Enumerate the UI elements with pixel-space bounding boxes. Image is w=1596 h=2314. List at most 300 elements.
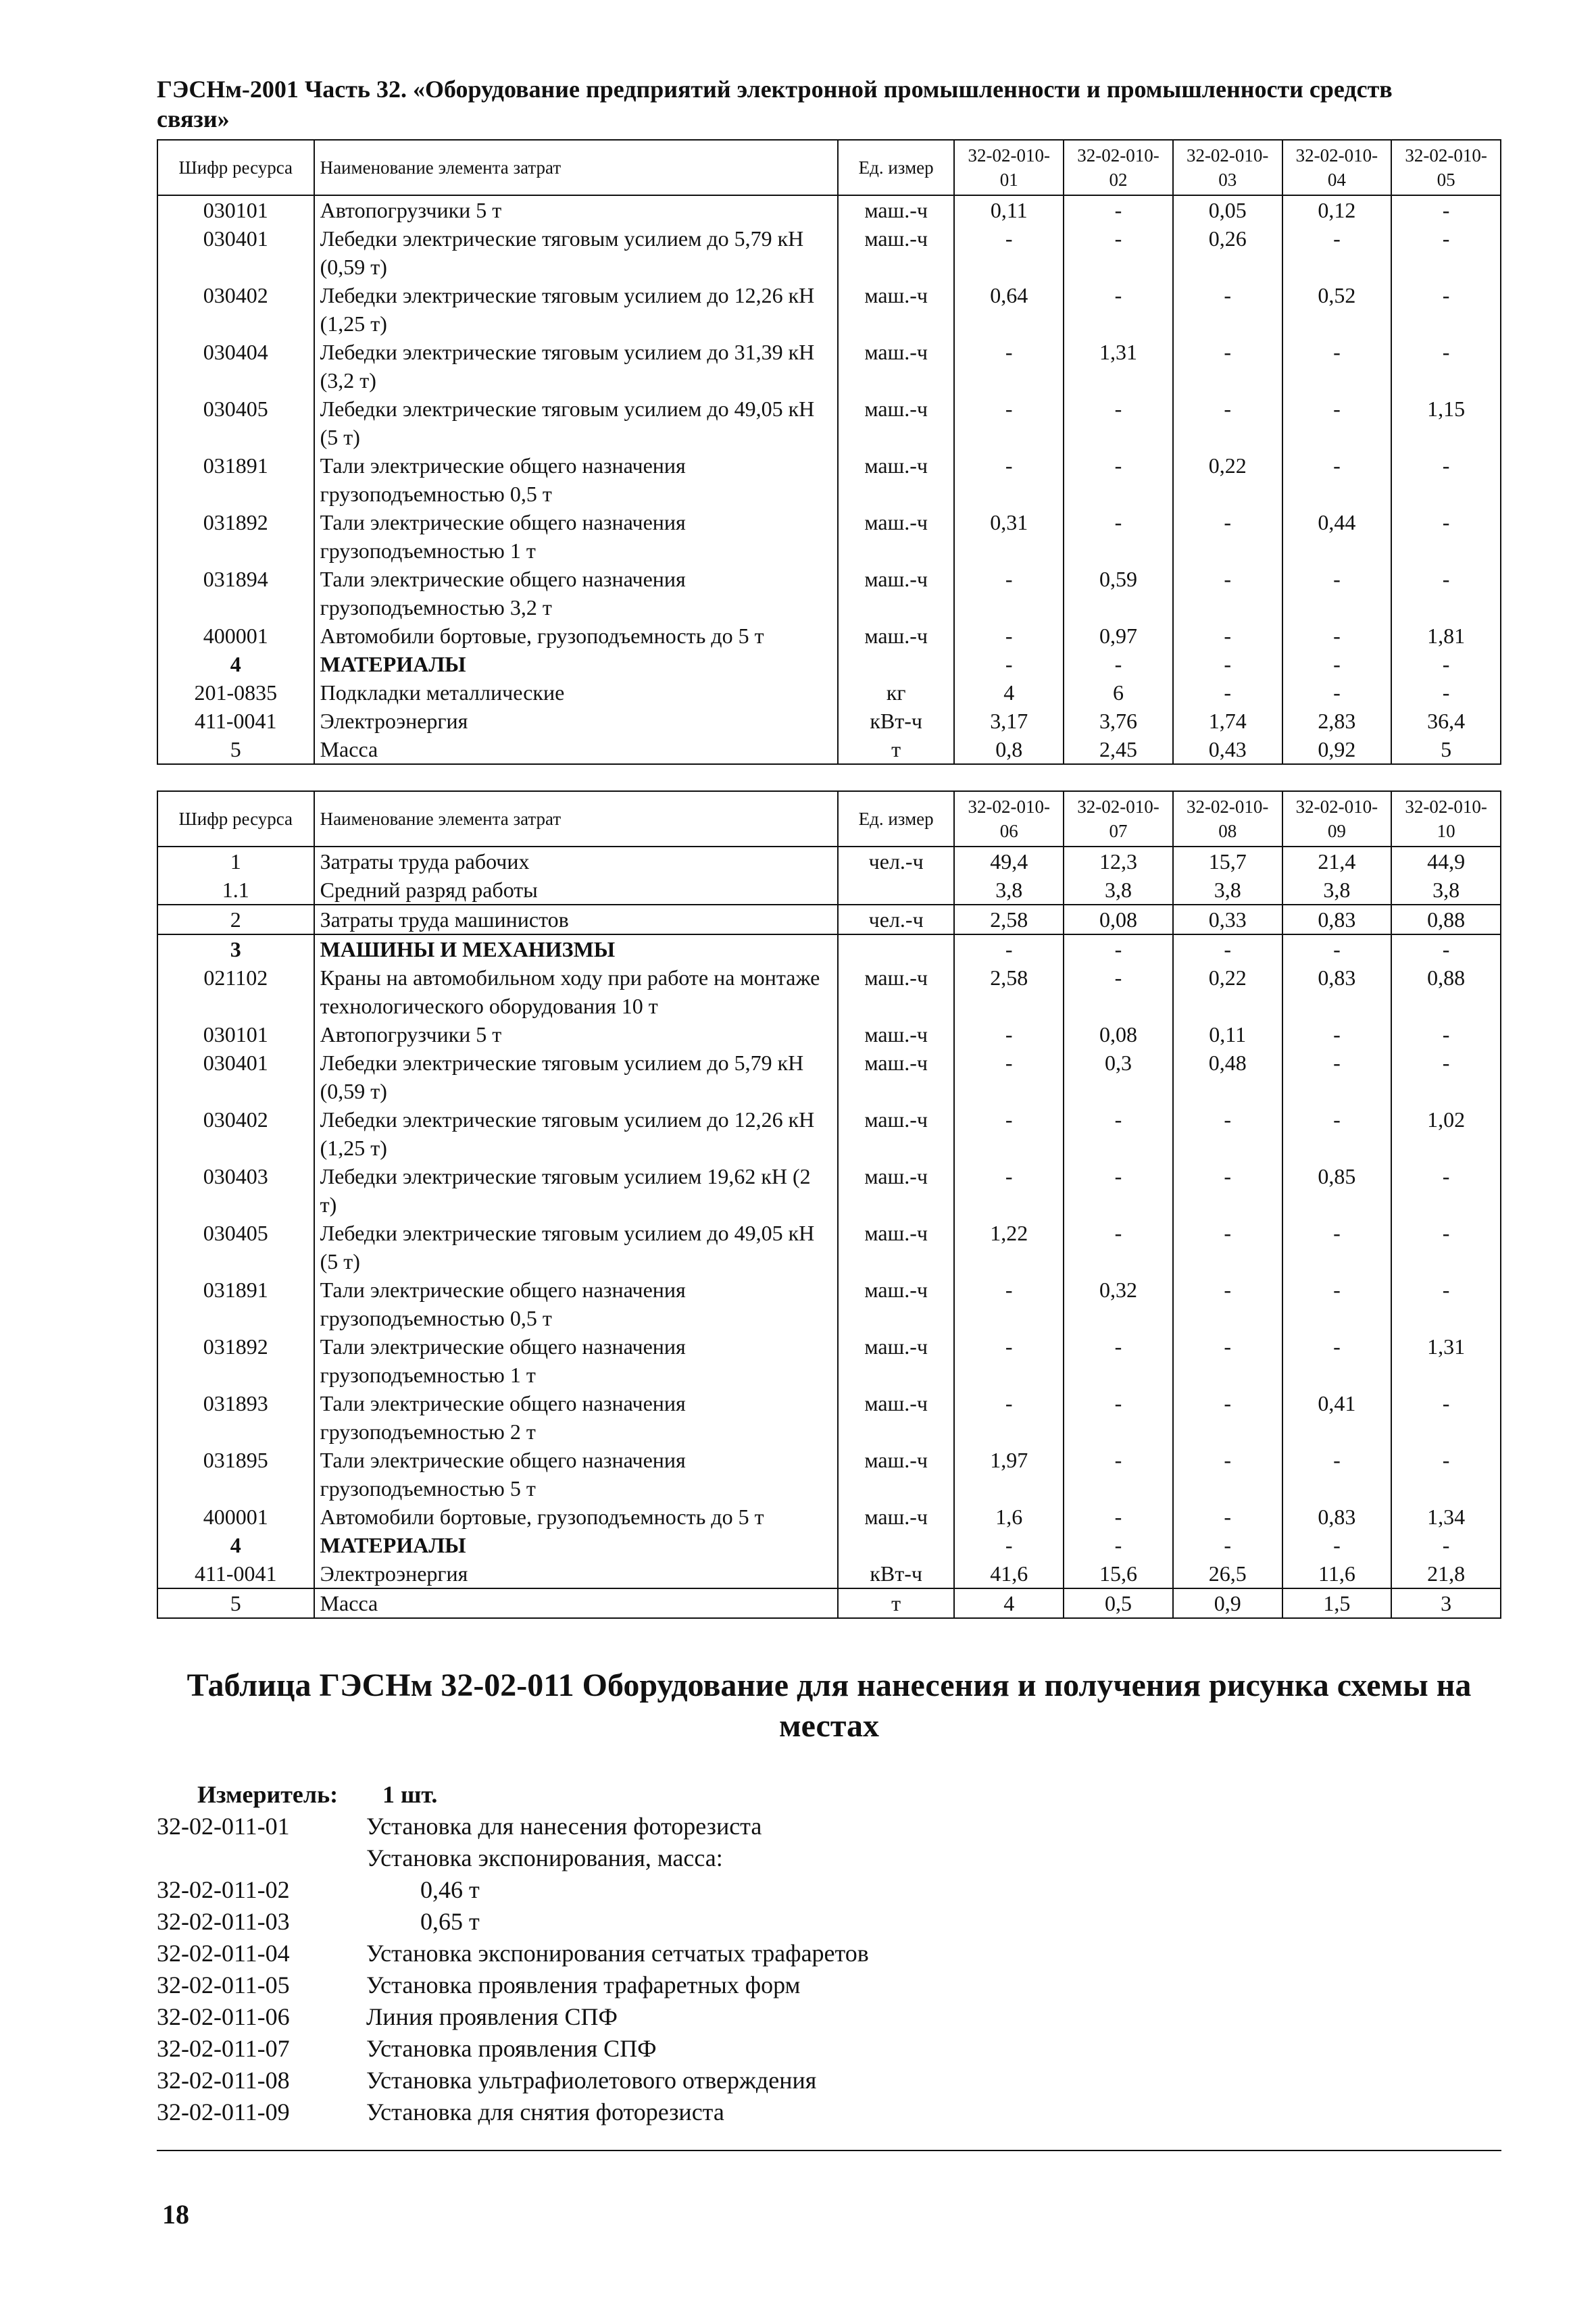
resource-name: Средний разряд работы <box>314 876 838 905</box>
norm-value: 12,3 <box>1064 847 1173 876</box>
norm-value: - <box>1391 934 1501 963</box>
norm-value: 3,17 <box>954 707 1064 735</box>
norm-value: 4 <box>954 1588 1064 1618</box>
table-row <box>157 622 1501 650</box>
resource-name: Лебедки электрические тяговым усилием до 12,26 кН (1,25 т) <box>314 281 838 338</box>
resource-unit: маш.-ч <box>838 1049 954 1105</box>
norm-value: - <box>1391 565 1501 622</box>
norm-value: 3,8 <box>1391 876 1501 905</box>
resource-unit: маш.-ч <box>838 1446 954 1503</box>
resource-code: 1.1 <box>157 876 314 905</box>
resource-name: Краны на автомобильном ходу при работе на монтаже технологического оборудования 10 т <box>314 963 838 1020</box>
table-row <box>157 1446 1501 1503</box>
norm-value: - <box>1064 650 1173 678</box>
norm-code: 32-02-011-06 <box>157 2003 290 2030</box>
norm-value: 1,97 <box>954 1446 1064 1503</box>
resource-table-010-06-10 <box>157 790 1501 1619</box>
norm-value: 1,02 <box>1391 1105 1501 1162</box>
norm-value: - <box>1064 934 1173 963</box>
norm-value: - <box>1064 1105 1173 1162</box>
norm-code: 32-02-011-01 <box>157 1813 290 1840</box>
col-header-norm: 32-02-010-05 <box>1391 140 1501 195</box>
resource-name: МАТЕРИАЛЫ <box>314 1531 838 1559</box>
resource-code: 031893 <box>157 1389 314 1446</box>
norm-title: Установка экспонирования, масса: <box>366 1844 723 1871</box>
list-item <box>157 2096 1501 2128</box>
list-item <box>157 1811 1501 1842</box>
table-caption <box>157 1665 1501 1746</box>
col-header-norm: 32-02-010-09 <box>1282 791 1392 847</box>
resource-code: 411-0041 <box>157 707 314 735</box>
resource-unit: маш.-ч <box>838 1389 954 1446</box>
table-row <box>157 650 1501 678</box>
resource-name: Тали электрические общего назначения грузоподъемностью 2 т <box>314 1389 838 1446</box>
norm-value: - <box>1282 1531 1392 1559</box>
norm-value: - <box>1064 1446 1173 1503</box>
norm-value: 0,08 <box>1064 905 1173 934</box>
norm-value: 0,32 <box>1064 1276 1173 1332</box>
col-header-code: Шифр ресурса <box>157 140 314 195</box>
page-number: 18 <box>162 2199 189 2230</box>
resource-code: 3 <box>157 934 314 963</box>
norm-value: - <box>954 1105 1064 1162</box>
col-header-code: Шифр ресурса <box>157 791 314 847</box>
norm-value: 0,11 <box>954 195 1064 224</box>
norm-value: 1,74 <box>1173 707 1282 735</box>
table-row <box>157 1559 1501 1588</box>
norm-value: - <box>1064 1531 1173 1559</box>
resource-unit: маш.-ч <box>838 281 954 338</box>
norm-value: 1,6 <box>954 1503 1064 1531</box>
resource-name: Тали электрические общего назначения грузоподъемностью 1 т <box>314 1332 838 1389</box>
norm-value: - <box>1391 650 1501 678</box>
resource-table-010-01-05 <box>157 139 1501 765</box>
col-header-norm: 32-02-010-07 <box>1064 791 1173 847</box>
norm-value: - <box>954 565 1064 622</box>
resource-code: 021102 <box>157 963 314 1020</box>
norm-value: - <box>1064 1332 1173 1389</box>
resource-unit: маш.-ч <box>838 395 954 451</box>
resource-unit <box>838 1531 954 1559</box>
norm-value: - <box>1173 1105 1282 1162</box>
norm-value: 44,9 <box>1391 847 1501 876</box>
resource-unit: маш.-ч <box>838 1219 954 1276</box>
resource-name: Автомобили бортовые, грузоподъемность до 5 т <box>314 622 838 650</box>
norm-value: - <box>1064 451 1173 508</box>
norm-value: 3,8 <box>1064 876 1173 905</box>
norm-value: 2,58 <box>954 905 1064 934</box>
resource-name: Лебедки электрические тяговым усилием до 31,39 кН (3,2 т) <box>314 338 838 395</box>
norm-title: 0,65 т <box>420 1908 480 1935</box>
resource-unit: кВт-ч <box>838 707 954 735</box>
norm-value: - <box>1391 281 1501 338</box>
resource-unit: маш.-ч <box>838 1332 954 1389</box>
norm-value: - <box>1391 1276 1501 1332</box>
norm-value: - <box>1173 1446 1282 1503</box>
table-row <box>157 707 1501 735</box>
norm-code: 32-02-011-05 <box>157 1971 290 1998</box>
norm-value: 0,83 <box>1282 905 1392 934</box>
norm-value: 0,05 <box>1173 195 1282 224</box>
norm-value: - <box>1173 338 1282 395</box>
resource-code: 030101 <box>157 195 314 224</box>
norm-value: 0,26 <box>1173 224 1282 281</box>
resource-code: 031891 <box>157 1276 314 1332</box>
resource-unit: маш.-ч <box>838 1105 954 1162</box>
list-item <box>157 1938 1501 1969</box>
norm-value: 0,97 <box>1064 622 1173 650</box>
norm-value: 0,08 <box>1064 1020 1173 1049</box>
resource-unit: кг <box>838 678 954 707</box>
caption-line-1: Таблица ГЭСНм 32-02-011 Оборудование для нанесения и получения рисунка схемы на <box>186 1667 1472 1703</box>
norm-value: - <box>1282 395 1392 451</box>
resource-unit: маш.-ч <box>838 1276 954 1332</box>
norm-value: 0,59 <box>1064 565 1173 622</box>
table-row <box>157 905 1501 934</box>
col-header-norm: 32-02-010-06 <box>954 791 1064 847</box>
list-item <box>157 1969 1501 2001</box>
norm-value: 1,22 <box>954 1219 1064 1276</box>
norm-value: - <box>1173 1531 1282 1559</box>
table-row <box>157 735 1501 764</box>
resource-code: 030402 <box>157 281 314 338</box>
norm-list <box>157 1811 1501 2128</box>
norm-value: - <box>1391 1446 1501 1503</box>
norm-value: 0,8 <box>954 735 1064 764</box>
resource-unit: маш.-ч <box>838 195 954 224</box>
resource-name: Электроэнергия <box>314 707 838 735</box>
list-item <box>157 1906 1501 1938</box>
resource-name: Лебедки электрические тяговым усилием до 5,79 кН (0,59 т) <box>314 224 838 281</box>
table-row <box>157 338 1501 395</box>
norm-value: - <box>1064 1162 1173 1219</box>
norm-value: - <box>1173 1276 1282 1332</box>
table-row <box>157 281 1501 338</box>
norm-value: 2,83 <box>1282 707 1392 735</box>
resource-unit: маш.-ч <box>838 622 954 650</box>
header-line-1: ГЭСНм-2001 Часть 32. «Оборудование предприятий электронной промышленности и промышленности средств <box>157 76 1393 103</box>
norm-value: 36,4 <box>1391 707 1501 735</box>
norm-value: - <box>954 451 1064 508</box>
norm-code: 32-02-011-09 <box>157 2098 290 2126</box>
resource-code: 030401 <box>157 1049 314 1105</box>
resource-unit: маш.-ч <box>838 508 954 565</box>
norm-value: - <box>1282 565 1392 622</box>
norm-code: 32-02-011-03 <box>157 1908 290 1935</box>
resource-unit: маш.-ч <box>838 338 954 395</box>
norm-value: - <box>1391 1049 1501 1105</box>
resource-code: 030401 <box>157 224 314 281</box>
norm-value: - <box>1282 451 1392 508</box>
norm-code: 32-02-011-04 <box>157 1940 290 1967</box>
resource-name: Затраты труда рабочих <box>314 847 838 876</box>
norm-value: 49,4 <box>954 847 1064 876</box>
norm-value: 0,88 <box>1391 905 1501 934</box>
norm-value: - <box>1282 1219 1392 1276</box>
resource-name: Автопогрузчики 5 т <box>314 1020 838 1049</box>
norm-value: 0,5 <box>1064 1588 1173 1618</box>
norm-value: - <box>954 224 1064 281</box>
measure-unit-label: Измеритель: <box>197 1781 339 1808</box>
norm-value: - <box>1064 395 1173 451</box>
table-row <box>157 678 1501 707</box>
resource-name: Затраты труда машинистов <box>314 905 838 934</box>
table-row <box>157 876 1501 905</box>
norm-value: - <box>1391 1020 1501 1049</box>
norm-value: 0,22 <box>1173 963 1282 1020</box>
measure-unit-value: 1 шт. <box>382 1781 438 1808</box>
resource-name: Масса <box>314 1588 838 1618</box>
table-row <box>157 934 1501 963</box>
norm-value: 0,52 <box>1282 281 1392 338</box>
resource-unit: маш.-ч <box>838 1162 954 1219</box>
norm-value: 11,6 <box>1282 1559 1392 1588</box>
norm-value: - <box>1064 1219 1173 1276</box>
norm-value: - <box>1282 1049 1392 1105</box>
resource-code: 031892 <box>157 1332 314 1389</box>
norm-value: - <box>1064 195 1173 224</box>
list-item <box>157 1874 1501 1906</box>
norm-value: - <box>954 1020 1064 1049</box>
norm-value: - <box>1282 678 1392 707</box>
caption-line-2: местах <box>778 1708 880 1744</box>
resource-unit <box>838 650 954 678</box>
resource-name: Масса <box>314 735 838 764</box>
resource-code: 030405 <box>157 1219 314 1276</box>
norm-value: - <box>954 1389 1064 1446</box>
norm-value: 3,8 <box>954 876 1064 905</box>
norm-value: 5 <box>1391 735 1501 764</box>
norm-value: - <box>1064 963 1173 1020</box>
norm-title: Установка ультрафиолетового отверждения <box>366 2067 817 2094</box>
norm-value: - <box>1282 1020 1392 1049</box>
norm-value: 0,88 <box>1391 963 1501 1020</box>
resource-unit: т <box>838 1588 954 1618</box>
col-header-norm: 32-02-010-04 <box>1282 140 1392 195</box>
resource-unit: маш.-ч <box>838 1020 954 1049</box>
resource-unit <box>838 934 954 963</box>
list-item <box>157 2033 1501 2065</box>
norm-value: - <box>1282 1276 1392 1332</box>
norm-value: - <box>1173 508 1282 565</box>
resource-code: 2 <box>157 905 314 934</box>
norm-code: 32-02-011-08 <box>157 2067 290 2094</box>
norm-value: - <box>1282 1446 1392 1503</box>
resource-code: 030403 <box>157 1162 314 1219</box>
table-header-row <box>157 791 1501 847</box>
list-item <box>157 2065 1501 2096</box>
resource-code: 400001 <box>157 1503 314 1531</box>
norm-value: - <box>1173 1162 1282 1219</box>
norm-value: - <box>1064 508 1173 565</box>
norm-value: - <box>1391 1219 1501 1276</box>
norm-title: Установка для нанесения фоторезиста <box>366 1813 762 1840</box>
resource-name: Автопогрузчики 5 т <box>314 195 838 224</box>
col-header-norm: 32-02-010-02 <box>1064 140 1173 195</box>
resource-code: 030101 <box>157 1020 314 1049</box>
norm-value: 1,15 <box>1391 395 1501 451</box>
table-row <box>157 1503 1501 1531</box>
norm-value: - <box>1173 678 1282 707</box>
table-row <box>157 195 1501 224</box>
norm-value: 0,41 <box>1282 1389 1392 1446</box>
norm-value: - <box>1064 224 1173 281</box>
table-row <box>157 1162 1501 1219</box>
norm-code: 32-02-011-02 <box>157 1876 290 1903</box>
resource-unit: маш.-ч <box>838 1503 954 1531</box>
resource-code: 201-0835 <box>157 678 314 707</box>
resource-unit: чел.-ч <box>838 905 954 934</box>
list-item <box>157 1842 1501 1874</box>
norm-value: - <box>1391 338 1501 395</box>
norm-value: 0,12 <box>1282 195 1392 224</box>
norm-value: 0,85 <box>1282 1162 1392 1219</box>
table-header-row <box>157 140 1501 195</box>
norm-title: Установка экспонирования сетчатых трафаретов <box>366 1940 869 1967</box>
norm-value: 1,5 <box>1282 1588 1392 1618</box>
norm-value: 3,76 <box>1064 707 1173 735</box>
norm-value: 0,48 <box>1173 1049 1282 1105</box>
norm-value: - <box>1064 1503 1173 1531</box>
resource-name: Тали электрические общего назначения грузоподъемностью 3,2 т <box>314 565 838 622</box>
table-row <box>157 1332 1501 1389</box>
norm-value: - <box>1282 622 1392 650</box>
resource-unit: маш.-ч <box>838 224 954 281</box>
resource-name: Тали электрические общего назначения грузоподъемностью 5 т <box>314 1446 838 1503</box>
norm-value: 15,6 <box>1064 1559 1173 1588</box>
norm-value: - <box>1173 934 1282 963</box>
norm-value: - <box>1064 1389 1173 1446</box>
norm-value: - <box>1282 338 1392 395</box>
norm-value: - <box>1173 1219 1282 1276</box>
col-header-unit: Ед. измер <box>838 791 954 847</box>
norm-value: 3,8 <box>1282 876 1392 905</box>
resource-code: 400001 <box>157 622 314 650</box>
resource-name: Электроэнергия <box>314 1559 838 1588</box>
norm-title: Установка для снятия фоторезиста <box>366 2098 724 2126</box>
table-row <box>157 1219 1501 1276</box>
norm-value: - <box>1391 1531 1501 1559</box>
norm-value: 1,34 <box>1391 1503 1501 1531</box>
table-row <box>157 847 1501 876</box>
resource-name: Тали электрические общего назначения грузоподъемностью 0,5 т <box>314 451 838 508</box>
resource-unit: т <box>838 735 954 764</box>
norm-value: - <box>1173 1503 1282 1531</box>
resource-name: МАТЕРИАЛЫ <box>314 650 838 678</box>
norm-value: - <box>954 934 1064 963</box>
resource-name: Лебедки электрические тяговым усилием до 12,26 кН (1,25 т) <box>314 1105 838 1162</box>
col-header-name: Наименование элемента затрат <box>314 140 838 195</box>
norm-value: - <box>1391 224 1501 281</box>
norm-value: - <box>1391 195 1501 224</box>
norm-value: - <box>954 622 1064 650</box>
table-row <box>157 963 1501 1020</box>
table-row <box>157 1531 1501 1559</box>
norm-value: - <box>1391 1162 1501 1219</box>
resource-code: 5 <box>157 735 314 764</box>
resource-code: 030405 <box>157 395 314 451</box>
norm-value: - <box>1173 650 1282 678</box>
norm-value: - <box>954 1276 1064 1332</box>
resource-unit <box>838 876 954 905</box>
table-row <box>157 1105 1501 1162</box>
norm-value: 21,4 <box>1282 847 1392 876</box>
norm-value: 1,31 <box>1064 338 1173 395</box>
norm-value: - <box>1173 395 1282 451</box>
norm-value: - <box>954 1049 1064 1105</box>
col-header-name: Наименование элемента затрат <box>314 791 838 847</box>
norm-value: - <box>1173 1389 1282 1446</box>
resource-code: 4 <box>157 650 314 678</box>
norm-value: - <box>1282 224 1392 281</box>
resource-code: 5 <box>157 1588 314 1618</box>
resource-code: 1 <box>157 847 314 876</box>
norm-value: - <box>1173 281 1282 338</box>
norm-value: - <box>1064 281 1173 338</box>
resource-name: Подкладки металлические <box>314 678 838 707</box>
col-header-norm: 32-02-010-10 <box>1391 791 1501 847</box>
norm-value: - <box>954 650 1064 678</box>
norm-value: - <box>954 395 1064 451</box>
norm-value: 0,22 <box>1173 451 1282 508</box>
norm-title: Линия проявления СПФ <box>366 2003 618 2030</box>
col-header-norm: 32-02-010-08 <box>1173 791 1282 847</box>
table-row <box>157 1020 1501 1049</box>
norm-value: - <box>1173 565 1282 622</box>
resource-code: 031894 <box>157 565 314 622</box>
norm-value: 1,81 <box>1391 622 1501 650</box>
table-row <box>157 395 1501 451</box>
resource-code: 411-0041 <box>157 1559 314 1588</box>
norm-value: 3 <box>1391 1588 1501 1618</box>
resource-code: 030404 <box>157 338 314 395</box>
norm-value: 0,83 <box>1282 963 1392 1020</box>
norm-value: 4 <box>954 678 1064 707</box>
norm-value: 0,43 <box>1173 735 1282 764</box>
norm-value: 0,83 <box>1282 1503 1392 1531</box>
resource-unit: кВт-ч <box>838 1559 954 1588</box>
page-header <box>157 74 1501 134</box>
resource-code: 031892 <box>157 508 314 565</box>
norm-title: Установка проявления трафаретных форм <box>366 1971 801 1998</box>
resource-name: Лебедки электрические тяговым усилием до 49,05 кН (5 т) <box>314 395 838 451</box>
resource-name: Автомобили бортовые, грузоподъемность до 5 т <box>314 1503 838 1531</box>
norm-value: 6 <box>1064 678 1173 707</box>
norm-value: 3,8 <box>1173 876 1282 905</box>
table-row <box>157 1049 1501 1105</box>
norm-value: - <box>1173 622 1282 650</box>
resource-code: 031891 <box>157 451 314 508</box>
norm-value: - <box>954 1332 1064 1389</box>
norm-value: - <box>1282 934 1392 963</box>
table-row <box>157 1389 1501 1446</box>
resource-code: 4 <box>157 1531 314 1559</box>
table-row <box>157 1588 1501 1618</box>
norm-value: - <box>954 1531 1064 1559</box>
norm-value: - <box>1173 1332 1282 1389</box>
norm-value: - <box>1391 678 1501 707</box>
norm-value: - <box>1391 508 1501 565</box>
norm-value: - <box>1391 1389 1501 1446</box>
resource-code: 030402 <box>157 1105 314 1162</box>
norm-value: - <box>954 338 1064 395</box>
resource-name: Лебедки электрические тяговым усилием 19,62 кН (2 т) <box>314 1162 838 1219</box>
resource-name: Лебедки электрические тяговым усилием до 5,79 кН (0,59 т) <box>314 1049 838 1105</box>
norm-value: 0,64 <box>954 281 1064 338</box>
norm-value: - <box>1282 650 1392 678</box>
norm-value: - <box>1282 1332 1392 1389</box>
list-item <box>157 2001 1501 2033</box>
